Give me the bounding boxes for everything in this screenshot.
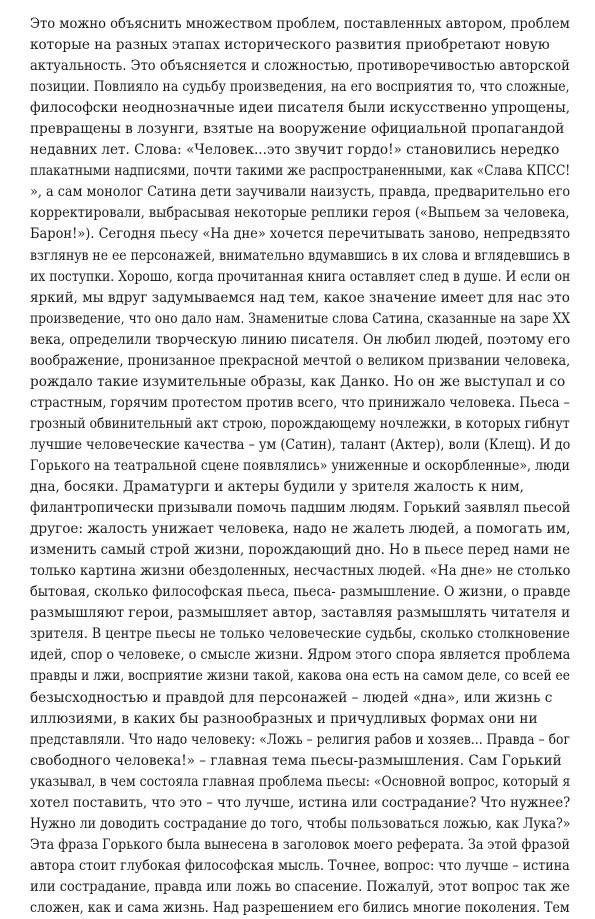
text-line: иллюзиями, в каких бы разнообразных и причудливых формах они ни bbox=[30, 710, 538, 727]
text-line: », а сам монолог Сатина дети заучивали наизусть, правда, предварительно его bbox=[30, 184, 571, 201]
text-line: сложен, как и сама жизнь. Над разрешением его бились многие поколения. Тем bbox=[30, 899, 570, 916]
text-line: превращены в лозунги, взятые на вооружение официальной пропагандой bbox=[30, 121, 565, 138]
text-line: недавних лет. Слова: «Человек...это звучит гордо!» становились нередко bbox=[30, 142, 560, 159]
text-line: указывал, в чем состояла главная проблема пьесы: «Основной вопрос, который я bbox=[30, 773, 571, 790]
text-line: их поступки. Хорошо, когда прочитанная книга оставляет след в душе. И если он bbox=[30, 268, 571, 285]
text-line: яркий, мы вдруг задумываемся над тем, какое значение имеет для нас это bbox=[30, 289, 570, 306]
text-line: Горького на театральной сцене появлялись» униженные и оскорбленные», люди bbox=[30, 457, 570, 474]
text-line: грозный обвинительный акт строю, порождающему ночлежки, в которых гибнут bbox=[30, 415, 570, 432]
text-line: свободного человека!» – главная тема пьесы-размышления. Сам Горький bbox=[30, 752, 562, 769]
text-line: хотел поставить, что это – что лучше, истина или сострадание? Что нужнее? bbox=[30, 794, 571, 811]
document-page bbox=[30, 14, 570, 919]
text-line: только картина жизни обездоленных, несчастных людей. «На дне» не столько bbox=[30, 563, 571, 580]
text-line: безысходностью и правдой для персонажей – людей «дна», или жизнь с bbox=[30, 689, 553, 706]
text-line: дна, босяки. Драматурги и актеры будили у зрителя жалость к ним, bbox=[30, 479, 524, 496]
text-line: произведение, что оно дало нам. Знаменитые слова Сатина, сказанные на заре XX bbox=[30, 310, 571, 327]
text-line: представляли. Что надо человеку: «Ложь – религия рабов и хозяев... Правда – бог bbox=[30, 731, 570, 748]
text-line: правды и лжи, восприятие жизни такой, какова она есть на самом деле, со всей ее bbox=[30, 668, 570, 685]
text-line: страстным, горячим протестом против всего, что принижало человека. Пьеса – bbox=[30, 394, 570, 411]
text-line: взглянув не ее персонажей, внимательно вдумавшись в их слова и вглядевшись в bbox=[30, 247, 570, 264]
text-line: другое: жалость унижает человека, надо не жалеть людей, а помогать им, bbox=[30, 521, 571, 538]
text-line: лучшие человеческие качества – ум (Сатин), талант (Актер), воли (Клещ). И до bbox=[30, 436, 571, 453]
text-line: бытовая, сколько философская пьеса, пьеса- размышление. О жизни, о правде bbox=[30, 584, 571, 601]
text-line: века, определили творческую линию писателя. Он любил людей, поэтому его bbox=[30, 331, 571, 348]
text-line: или сострадание, правда или ложь во спасение. Пожалуй, этот вопрос так же bbox=[30, 878, 570, 895]
text-line: Это можно объяснить множеством проблем, поставленных автором, проблем bbox=[30, 16, 570, 32]
text-line: филантропически призывали помочь падшим людям. Горький заявлял пьесой bbox=[30, 500, 571, 517]
text-line: изменить самый строй жизни, порождающий дно. Но в пьесе перед нами не bbox=[30, 542, 570, 559]
text-line: зрителя. В центре пьесы не только человеческие судьбы, сколько столкновение bbox=[30, 626, 570, 643]
text-line: размышляют герои, размышляет автор, заставляя размышлять читателя и bbox=[30, 605, 571, 622]
text-line: воображение, пронизанное прекрасной мечтой о великом призвании человека, bbox=[30, 352, 571, 369]
text-line: автора стоит глубокая философская мысль. Точнее, вопрос: что лучше – истина bbox=[30, 857, 570, 874]
text-line: Барон!»). Сегодня пьесу «На дне» хочется перечитывать заново, непредвзято bbox=[30, 226, 571, 243]
text-line: Эта фраза Горького была вынесена в заголовок моего реферата. За этой фразой bbox=[30, 836, 570, 853]
text-line: актуальность. Это объясняется и сложностью, противоречивостью авторской bbox=[30, 58, 570, 75]
text-line: плакатными надписями, почти такими же распространенными, как «Слава КПСС! bbox=[30, 163, 571, 180]
text-line: идей, спор о человеке, о смысле жизни. Ядром этого спора является проблема bbox=[30, 647, 571, 664]
text-line: рождало такие изумительные образы, как Данко. Но он же выступал и со bbox=[30, 373, 566, 390]
text-line: Нужно ли доводить сострадание до того, чтобы пользоваться ложью, как Лука?» bbox=[30, 815, 571, 832]
text-line: которые на разных этапах исторического развития приобретают новую bbox=[30, 37, 550, 54]
text-line: корректировали, выбрасывая некоторые реплики героя («Выпьем за человека, bbox=[30, 205, 570, 222]
text-line: позиции. Повлияло на судьбу произведения, на его восприятия то, что сложные, bbox=[30, 79, 570, 96]
text-line: философски неоднозначные идеи писателя были искусственно упрощены, bbox=[30, 100, 571, 117]
